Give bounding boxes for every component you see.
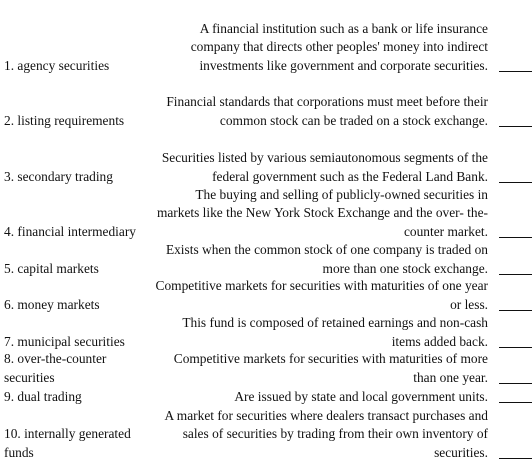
matching-row xyxy=(0,314,532,351)
term-label: 5. capital markets xyxy=(4,260,99,276)
definition-text: This fund is composed of retained earnings and non-cash items added back. xyxy=(182,315,488,349)
definition-text: A financial institution such as a bank or life insurance company that directs other peoples' money into indirect investments like government and corporate securities. xyxy=(190,20,488,73)
term-label: 8. over-the-counter securities xyxy=(4,351,107,385)
term-label: 2. listing requirements xyxy=(4,112,125,128)
answer-blank[interactable] xyxy=(499,126,532,127)
term-label: 10. internally generated funds xyxy=(4,426,131,460)
answer-blank[interactable] xyxy=(499,71,532,72)
term-label: 9. dual trading xyxy=(4,388,82,404)
definition-text: Competitive markets for securities with maturities of more than one year. xyxy=(173,351,488,385)
term-label: 1. agency securities xyxy=(4,57,110,73)
answer-blank[interactable] xyxy=(499,347,532,348)
matching-row xyxy=(0,387,532,406)
definition-text: Financial standards that corporations must meet before their common stock can be traded on a stock exchange. xyxy=(166,94,488,128)
definition-text: The buying and selling of publicly-owned securities in markets like the New York Stock Exchange and the over- the-counter market. xyxy=(156,186,488,239)
matching-row xyxy=(0,241,532,278)
answer-blank[interactable] xyxy=(499,274,532,275)
matching-row xyxy=(0,186,532,241)
matching-row xyxy=(0,351,532,387)
definition-text: Are issued by state and local government units. xyxy=(234,388,488,404)
answer-blank[interactable] xyxy=(499,182,532,183)
term-label: 4. financial intermediary xyxy=(4,223,136,239)
matching-row xyxy=(0,278,532,314)
matching-row xyxy=(0,0,532,75)
definition-text: Exists when the common stock of one company is traded on more than one stock exchange. xyxy=(165,242,488,276)
definition-text: Competitive markets for securities with maturities of one year or less. xyxy=(155,278,488,312)
definition-text: A market for securities where dealers transact purchases and sales of securities by trading from their own inventory of securities. xyxy=(164,407,488,460)
answer-blank[interactable] xyxy=(499,310,532,311)
answer-blank[interactable] xyxy=(499,383,532,384)
term-label: 3. secondary trading xyxy=(4,168,113,184)
answer-blank[interactable] xyxy=(499,237,532,238)
matching-row xyxy=(0,75,532,130)
term-label: 6. money markets xyxy=(4,296,100,312)
answer-blank[interactable] xyxy=(499,458,532,459)
definition-text: Securities listed by various semiautonomous segments of the federal government such as the Federal Land Bank. xyxy=(161,150,488,184)
term-label: 7. municipal securities xyxy=(4,333,125,349)
answer-blank[interactable] xyxy=(499,402,532,403)
matching-row xyxy=(0,406,532,462)
matching-row xyxy=(0,130,532,186)
